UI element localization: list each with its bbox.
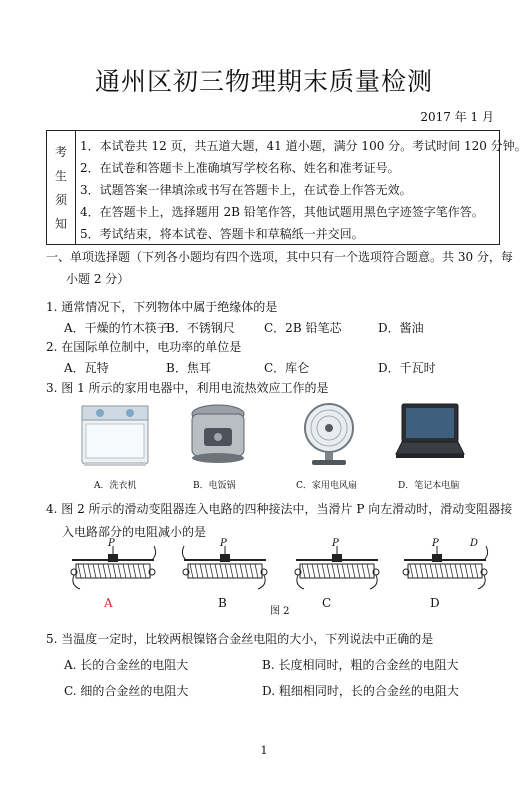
q3-caption-d: D．笔记本电脑: [398, 481, 460, 491]
question-5-stem: 5. 当温度一定时，比较两根镍铬合金丝电阻的大小，下列说法中正确的是: [46, 632, 434, 646]
terminal-label-d: D: [470, 538, 479, 549]
q5-option-a: A. 长的合金丝的电阻大: [64, 658, 189, 672]
electric-fan-image: [294, 398, 364, 468]
washing-machine-image: [78, 398, 158, 470]
question-4-stem-cont: 入电路部分的电阻减小的是: [62, 525, 207, 539]
section-heading-cont: 小题 2 分）: [66, 272, 130, 286]
section-heading: 一、单项选择题（下列各小题均有四个选项，其中只有一个选项符合题意。共 30 分，每: [46, 250, 513, 264]
q3-caption-c: C．家用电风扇: [296, 481, 357, 491]
notice-side-char: 生: [55, 169, 68, 183]
question-3-stem: 3. 图 1 所示的家用电器中，利用电流热效应工作的是: [46, 381, 329, 395]
notice-side-char: 须: [55, 193, 68, 207]
exam-date: 2017 年 1 月: [420, 110, 494, 124]
notice-box: [46, 130, 527, 245]
slider-label-p: P: [332, 538, 339, 549]
figure-2-label: 图 2: [270, 606, 290, 617]
notice-side-char: 知: [55, 217, 68, 231]
q2-option-a: A．瓦特: [64, 361, 109, 375]
page-title: 通州区初三物理期末质量检测: [94, 67, 433, 96]
slider-label-p: P: [108, 538, 115, 549]
notice-side-label: [47, 131, 76, 244]
question-1-stem: 1. 通常情况下，下列物体中属于绝缘体的是: [46, 300, 278, 314]
q3-caption-b: B．电饭锅: [193, 481, 236, 491]
q5-option-c: C. 细的合金丝的电阻大: [64, 684, 189, 698]
q2-option-c: C．库仑: [264, 361, 310, 375]
q1-option-b: B．不锈钢尺: [166, 321, 235, 335]
notice-item: 4．在答题卡上，选择题用 2B 铅笔作答，其他试题用黑色字迹签字笔作答。: [80, 205, 484, 219]
diagram-label-c: C: [322, 596, 332, 610]
q2-option-d: D．千瓦时: [378, 361, 436, 375]
rheostat-diagram-a: [68, 540, 158, 610]
rheostat-diagram-d: [400, 540, 490, 610]
page-number: 1: [260, 744, 268, 757]
notice-item: 1．本试卷共 12 页，共五道大题，41 道小题，满分 100 分。考试时间 120 分钟。: [80, 139, 527, 153]
notice-item: 3．试题答案一律填涂或书写在答题卡上，在试卷上作答无效。: [80, 183, 412, 197]
notice-item: 5．考试结束，将本试卷、答题卡和草稿纸一并交回。: [80, 227, 364, 241]
diagram-label-a: A: [104, 596, 113, 610]
q1-option-c: C．2B 铅笔芯: [264, 321, 342, 335]
rice-cooker-image: [186, 400, 250, 466]
rheostat-diagram-c: [292, 540, 382, 610]
q5-option-d: D. 粗细相同时，长的合金丝的电阻大: [262, 684, 459, 698]
notice-side-char: 考: [55, 145, 68, 159]
q1-option-d: D．酱油: [378, 321, 424, 335]
q2-option-b: B．焦耳: [166, 361, 211, 375]
notice-items: [80, 135, 527, 245]
slider-label-p: P: [220, 538, 227, 549]
notice-item: 2．在试卷和答题卡上准确填写学校名称、姓名和准考证号。: [80, 161, 400, 175]
q1-option-a: A．干燥的竹木筷子: [64, 321, 169, 335]
question-2-stem: 2. 在国际单位制中，电功率的单位是: [46, 340, 242, 354]
rheostat-diagram-b: [180, 540, 270, 610]
diagram-label-b: B: [218, 596, 227, 610]
q3-caption-a: A．洗衣机: [94, 481, 137, 491]
laptop-image: [394, 402, 466, 466]
question-4-stem: 4. 图 2 所示的滑动变阻器连入电路的四种接法中，当滑片 P 向左滑动时，滑动变阻器接: [46, 502, 513, 516]
diagram-label-d: D: [430, 596, 440, 610]
slider-label-p: P: [432, 538, 439, 549]
q5-option-b: B. 长度相同时，粗的合金丝的电阻大: [262, 658, 459, 672]
